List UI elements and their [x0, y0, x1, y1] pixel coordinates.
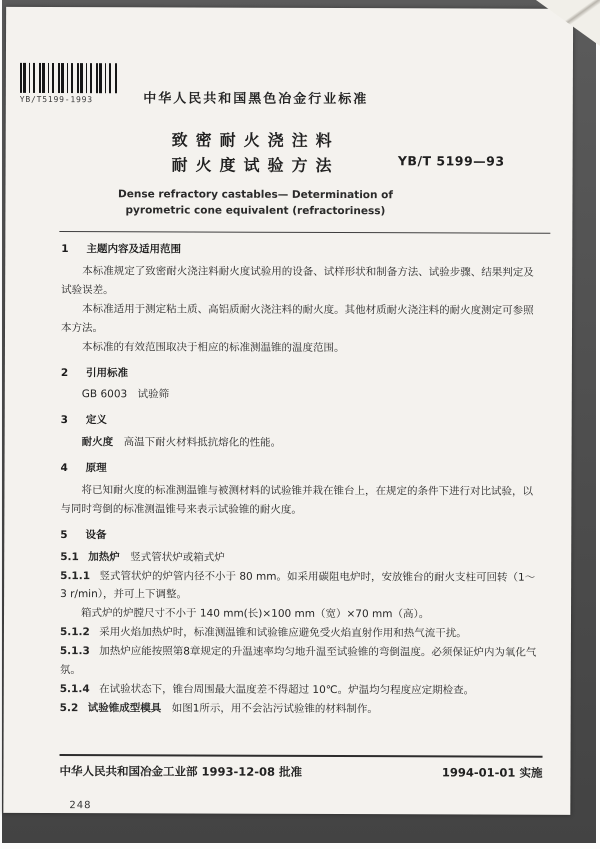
clause-number: 5 [60, 528, 68, 541]
section-heading: 3 定义 [60, 414, 107, 427]
clause-number: 4 [60, 462, 68, 475]
english-title [35, 186, 475, 221]
paragraph: 本标准适用于测定粘土质、高铝质耐火浇注料的耐火度。其他材质耐火浇注料的耐火度测定可参照本方法。 [60, 302, 534, 334]
section-heading: 2 引用标准 [60, 366, 129, 379]
implementation-note: 1994-01-01 实施 [441, 765, 543, 780]
clause-number: 1 [61, 243, 69, 256]
section-heading: 5 设备 [60, 528, 107, 541]
clause-number: 5.1.1 [60, 569, 91, 582]
section-heading: 1 主题内容及适用范围 [61, 243, 181, 256]
clause-term: 加热炉 [88, 550, 120, 563]
paragraph: 5.1.1 竖式管状炉的炉管内径不小于 80 mm。如采用碳阻电炉时，安放锥台的耐火支柱可回转（1～3 r/min），并可上下调整。 [60, 569, 536, 601]
section-heading: 4 原理 [60, 462, 107, 475]
paragraph: 5.1.2 采用火焰加热炉时，标准测温锥和试验锥应避免受火焰直射作用和热气流干扰。 [59, 626, 467, 640]
clause-number: 3 [60, 414, 69, 427]
paragraph: GB 6003 试验筛 [81, 388, 170, 401]
barcode-bars-icon [20, 63, 118, 93]
english-title-line1: Dense refractory castables— Determination of [117, 187, 393, 201]
clause-number: 5.2 [59, 701, 79, 714]
clause-term: 耐火度 [81, 436, 114, 449]
approval-note: 中华人民共和国冶金工业部 1993-12-08 批准 [59, 764, 303, 779]
paragraph: 本标准规定了致密耐火浇注料耐火度试验用的设备、试样形状和制备方法、试验步骤、结果判定及试验误差。 [61, 265, 534, 297]
document-body [60, 240, 543, 719]
paragraph: 箱式炉的炉膛尺寸不小于 140 mm(长)×100 mm（宽）×70 mm（高）。 [81, 607, 430, 621]
document-page [3, 7, 573, 815]
page-number: 248 [69, 800, 92, 812]
paragraph: 耐火度 高温下耐火材料抵抗熔化的性能。 [81, 436, 282, 450]
paragraph: 5.2 试验锥成型模具 如图1所示，用不会沾污试验锥的材料制作。 [59, 701, 378, 715]
clause-number: 5.1.3 [59, 645, 90, 658]
footer-divider [60, 754, 543, 758]
clause-number: 2 [60, 366, 69, 379]
english-title-line2: pyrometric cone equivalent (refractoriness) [125, 204, 386, 218]
standard-number: YB/T 5199—93 [397, 153, 505, 169]
paragraph: 本标准的有效范围取决于相应的标准测温锥的温度范围。 [81, 340, 345, 354]
barcode-label: YB/T5199-1993 [19, 94, 93, 105]
barcode [20, 63, 118, 104]
document-title-line2: 耐火度试验方法 [171, 155, 340, 175]
paragraph: 将已知耐火度的标准测温锥与被测材料的试验锥并栽在锥台上，在规定的条件下进行对比试验，以与同时弯倒的标准测温锥号来表示试验锥的耐火度。 [60, 484, 533, 516]
document-title-line1: 致密耐火浇注料 [171, 130, 340, 151]
footer [59, 754, 542, 781]
clause-number: 5.1 [60, 550, 79, 563]
document-header-block [35, 7, 476, 221]
paragraph: 5.1.4 在试验状态下，锥台周围最大温度差不得超过 10℃。炉温均匀程度应定期检查。 [59, 682, 475, 697]
paragraph: 5.1 加热炉 竖式管状炉或箱式炉 [60, 550, 225, 564]
paragraph: 5.1.3 加热炉应能按照第8章规定的升温速率均匀地升温至试验锥的弯倒温度。必须保证炉内为氧化气氛。 [59, 645, 537, 677]
clause-term: 试验锥成型模具 [87, 701, 162, 715]
standard-category-header: 中华人民共和国黑色冶金行业标准 [143, 91, 369, 108]
footer-row [59, 763, 542, 781]
header-divider [59, 231, 550, 234]
clause-number: 5.1.4 [59, 682, 90, 696]
clause-number: 5.1.2 [59, 626, 90, 639]
